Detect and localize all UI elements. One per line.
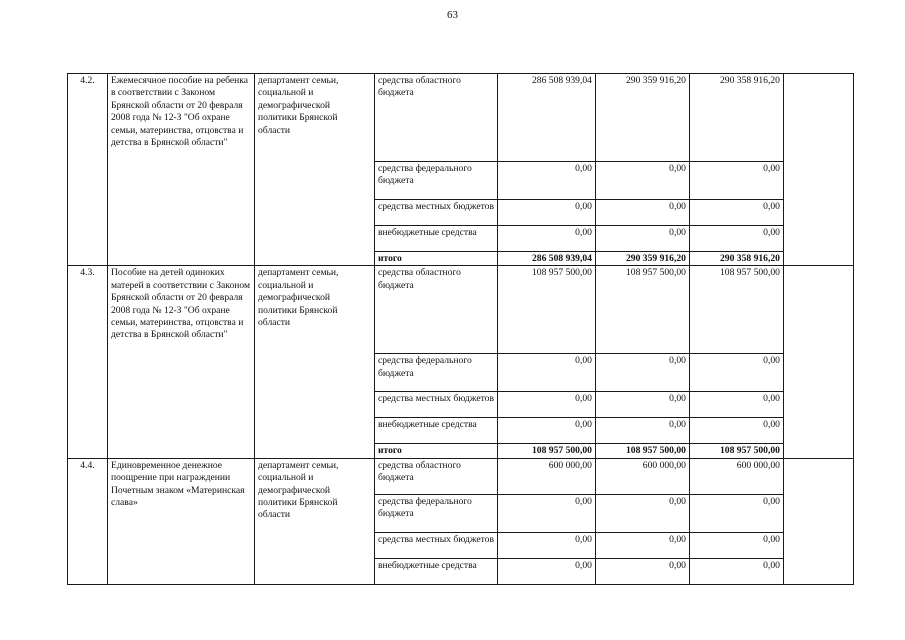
- source-label: средства федерального бюджета: [375, 494, 498, 532]
- value-cell: 0,00: [689, 558, 783, 584]
- item-executor: департамент семьи, социальной и демографической политики Брянской области: [255, 458, 375, 584]
- item-number: 4.4.: [68, 458, 108, 584]
- value-cell: 600 000,00: [595, 458, 689, 494]
- value-cell: 286 508 939,04: [497, 74, 595, 162]
- total-value: 290 358 916,20: [689, 252, 783, 266]
- source-label: средства местных бюджетов: [375, 532, 498, 558]
- value-cell: 0,00: [595, 354, 689, 392]
- empty-cell: [783, 74, 853, 266]
- empty-cell: [783, 266, 853, 458]
- source-label: средства местных бюджетов: [375, 392, 498, 418]
- value-cell: 0,00: [689, 162, 783, 200]
- item-number: 4.3.: [68, 266, 108, 458]
- source-label: средства областного бюджета: [375, 74, 498, 162]
- value-cell: 0,00: [497, 418, 595, 444]
- page-number: 63: [447, 9, 458, 21]
- value-cell: 0,00: [497, 226, 595, 252]
- value-cell: 0,00: [497, 532, 595, 558]
- value-cell: 0,00: [595, 494, 689, 532]
- value-cell: 0,00: [595, 392, 689, 418]
- value-cell: 0,00: [497, 558, 595, 584]
- value-cell: 108 957 500,00: [497, 266, 595, 354]
- source-label: средства местных бюджетов: [375, 200, 498, 226]
- budget-table: [67, 73, 854, 585]
- value-cell: 0,00: [497, 354, 595, 392]
- source-label: внебюджетные средства: [375, 418, 498, 444]
- value-cell: 0,00: [595, 200, 689, 226]
- value-cell: 0,00: [595, 532, 689, 558]
- total-value: 108 957 500,00: [689, 444, 783, 458]
- value-cell: 0,00: [689, 354, 783, 392]
- total-value: 290 359 916,20: [595, 252, 689, 266]
- item-name: Пособие на детей одиноких матерей в соответствии с Законом Брянской области от 20 февраля 2008 года № 12-З "Об охране семьи, материнства, отцовства и детства в Брянской области": [108, 266, 255, 458]
- value-cell: 0,00: [595, 558, 689, 584]
- table-row: [68, 266, 854, 354]
- value-cell: 600 000,00: [497, 458, 595, 494]
- value-cell: 0,00: [595, 226, 689, 252]
- value-cell: 0,00: [595, 418, 689, 444]
- value-cell: 0,00: [689, 226, 783, 252]
- total-label: итого: [375, 252, 498, 266]
- value-cell: 0,00: [497, 392, 595, 418]
- value-cell: 108 957 500,00: [595, 266, 689, 354]
- item-executor: департамент семьи, социальной и демографической политики Брянской области: [255, 266, 375, 458]
- table-row: [68, 74, 854, 162]
- source-label: средства областного бюджета: [375, 266, 498, 354]
- value-cell: 108 957 500,00: [689, 266, 783, 354]
- value-cell: 0,00: [497, 200, 595, 226]
- source-label: внебюджетные средства: [375, 226, 498, 252]
- value-cell: 600 000,00: [689, 458, 783, 494]
- source-label: средства федерального бюджета: [375, 162, 498, 200]
- total-label: итого: [375, 444, 498, 458]
- value-cell: 0,00: [595, 162, 689, 200]
- value-cell: 0,00: [689, 532, 783, 558]
- item-name: Ежемесячное пособие на ребенка в соответствии с Законом Брянской области от 20 февраля 2008 года № 12-З "Об охране семьи, материнства, отцовства и детства в Брянской области": [108, 74, 255, 266]
- table-row: [68, 458, 854, 494]
- source-label: средства федерального бюджета: [375, 354, 498, 392]
- total-value: 108 957 500,00: [497, 444, 595, 458]
- source-label: средства областного бюджета: [375, 458, 498, 494]
- value-cell: 0,00: [689, 418, 783, 444]
- value-cell: 0,00: [689, 392, 783, 418]
- item-executor: департамент семьи, социальной и демографической политики Брянской области: [255, 74, 375, 266]
- value-cell: 0,00: [497, 162, 595, 200]
- empty-cell: [783, 458, 853, 584]
- value-cell: 0,00: [689, 494, 783, 532]
- value-cell: 0,00: [689, 200, 783, 226]
- item-name: Единовременное денежное поощрение при награждении Почетным знаком «Материнская слава»: [108, 458, 255, 584]
- value-cell: 290 359 916,20: [595, 74, 689, 162]
- total-value: 108 957 500,00: [595, 444, 689, 458]
- item-number: 4.2.: [68, 74, 108, 266]
- source-label: внебюджетные средства: [375, 558, 498, 584]
- value-cell: 0,00: [497, 494, 595, 532]
- total-value: 286 508 939,04: [497, 252, 595, 266]
- value-cell: 290 358 916,20: [689, 74, 783, 162]
